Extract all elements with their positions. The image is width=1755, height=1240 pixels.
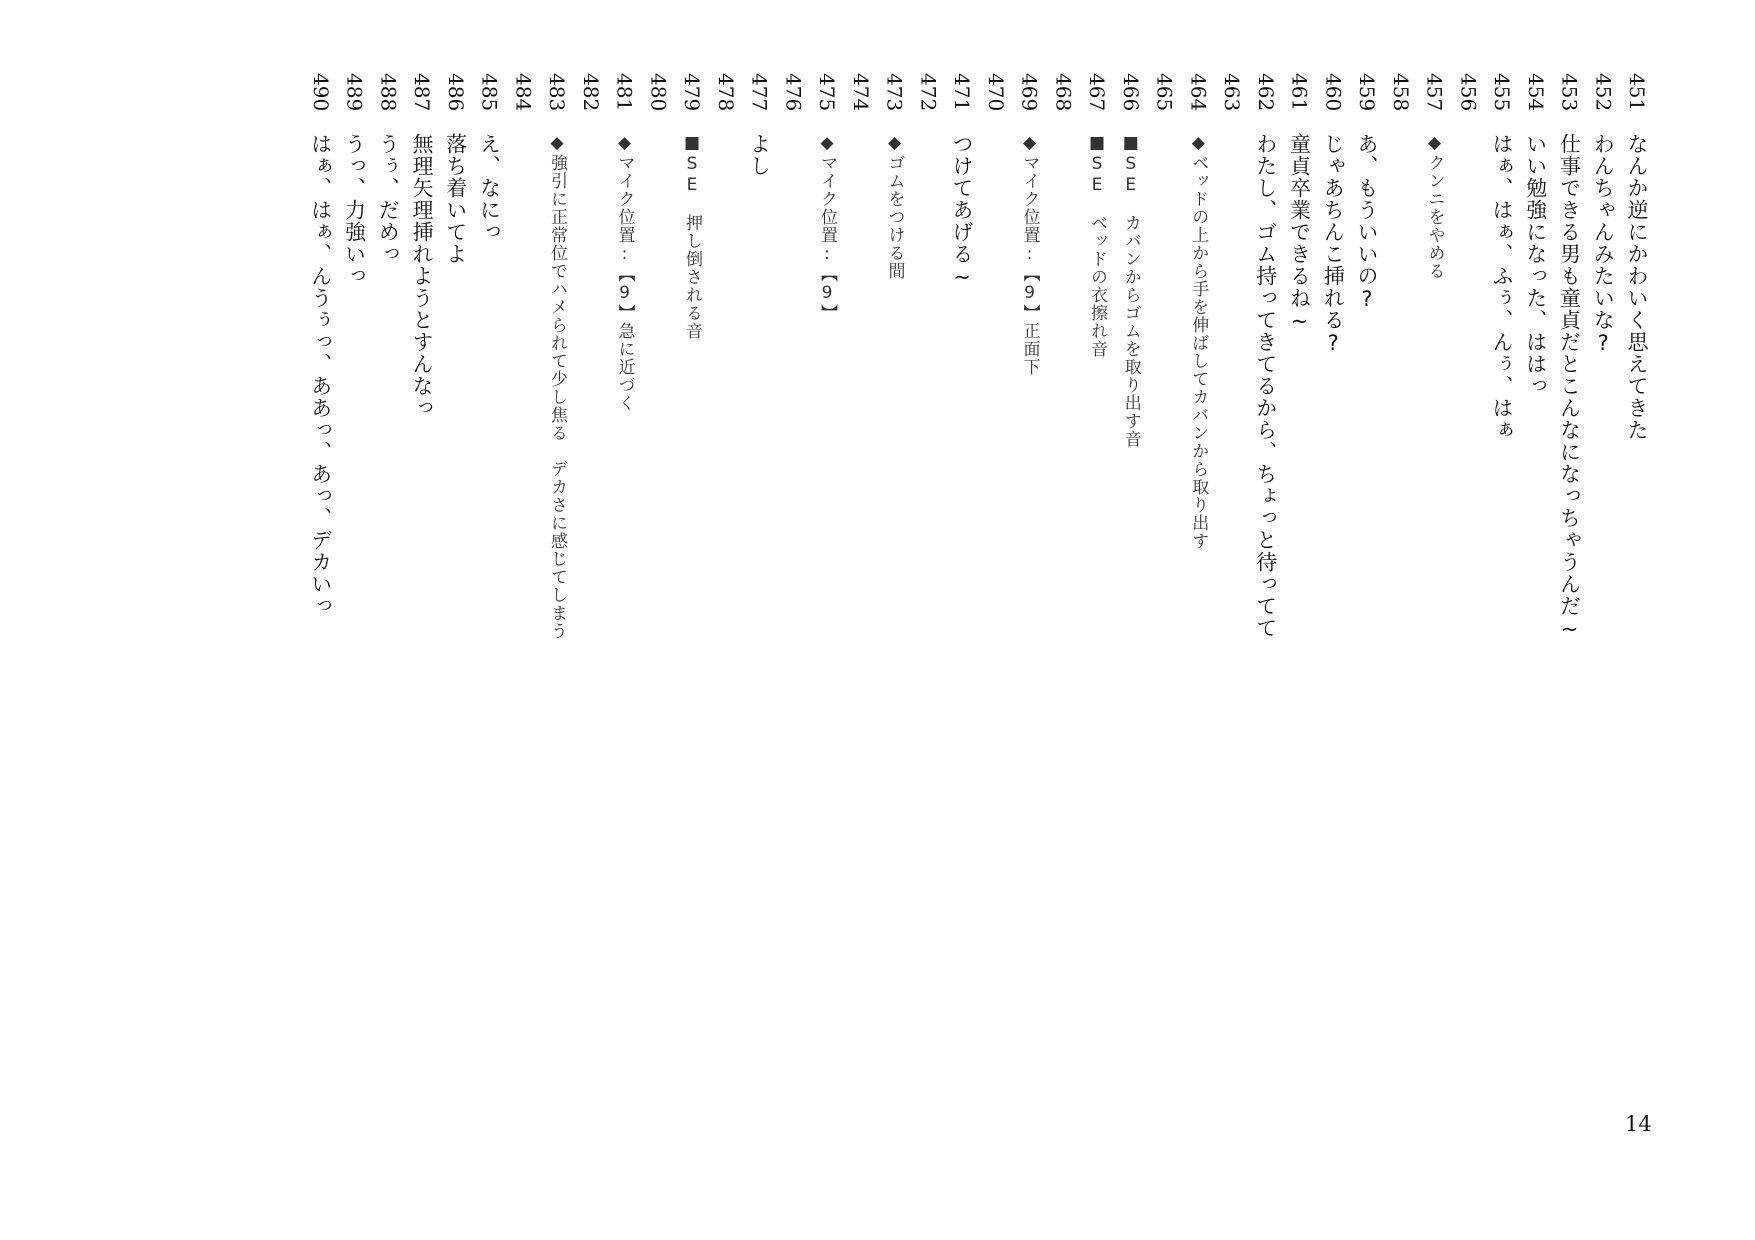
line-number: 490 <box>308 73 333 112</box>
stage-direction-text: ◆マイク位置:【9】 <box>817 133 837 322</box>
script-line <box>810 73 844 322</box>
line-number: 472 <box>916 73 941 112</box>
script-line <box>1283 73 1317 334</box>
script-line <box>1586 73 1620 356</box>
script-line <box>945 73 979 290</box>
script-line <box>1418 73 1452 280</box>
script-line <box>540 73 574 640</box>
dialogue-text: はぁ、はぁ、ふぅ、んぅ、はぁ <box>1490 133 1514 441</box>
script-line <box>743 73 777 177</box>
line-number: 452 <box>1591 73 1616 112</box>
script-line <box>304 73 338 617</box>
script-line <box>1384 73 1418 133</box>
line-number: 456 <box>1456 73 1481 112</box>
script-line <box>1148 73 1182 133</box>
dialogue-text: あ、もういいの? <box>1355 133 1379 312</box>
script-line <box>1080 73 1114 358</box>
script-line <box>405 73 439 419</box>
line-number: 465 <box>1152 73 1177 112</box>
line-number: 484 <box>511 73 536 112</box>
script-line <box>1215 73 1249 133</box>
stage-direction-text: ■SE ベッドの衣擦れ音 <box>1087 133 1107 358</box>
line-number: 468 <box>1051 73 1076 112</box>
script-line <box>506 73 540 133</box>
line-number: 474 <box>848 73 873 112</box>
dialogue-text: 無理矢理挿れようとすんなっ <box>410 133 434 419</box>
script-line <box>439 73 473 265</box>
script-line <box>473 73 507 243</box>
line-number: 457 <box>1422 73 1447 112</box>
stage-direction-text: ◆マイク位置:【9】正面下 <box>1019 133 1040 376</box>
line-number: 486 <box>443 73 468 112</box>
line-number: 460 <box>1321 73 1346 112</box>
stage-direction-text: ◆ベッドの上から手を伸ばしてカバンから取り出す <box>1188 133 1209 550</box>
script-line <box>979 73 1013 133</box>
script-line <box>371 73 405 265</box>
script-line <box>844 73 878 133</box>
script-line <box>1350 73 1384 312</box>
line-number: 467 <box>1085 73 1109 112</box>
line-number: 461 <box>1287 73 1312 112</box>
script-line <box>608 73 642 412</box>
script-line <box>1114 73 1148 448</box>
line-number: 462 <box>1253 73 1278 112</box>
dialogue-text: 仕事できる男も童貞だとこんなになっちゃうんだ~ <box>1557 133 1582 642</box>
script-line <box>1553 73 1587 642</box>
line-number: 455 <box>1490 73 1514 112</box>
dialogue-text: じゃあちんこ挿れる? <box>1321 133 1346 356</box>
dialogue-text: うぅ、だめっ <box>376 133 401 265</box>
stage-direction-text: ◆クンニをやめる <box>1424 133 1445 280</box>
script-line <box>878 73 912 280</box>
stage-direction-text: ◆マイク位置:【9】急に近づく <box>614 133 635 412</box>
line-number: 487 <box>410 73 434 112</box>
line-number: 478 <box>713 73 738 112</box>
line-number: 483 <box>545 73 569 112</box>
line-number: 470 <box>983 73 1008 112</box>
line-number: 485 <box>477 73 502 112</box>
script-line <box>709 73 743 133</box>
script-line <box>1519 73 1553 397</box>
line-number: 480 <box>646 73 671 112</box>
line-number: 481 <box>612 73 637 112</box>
line-number: 477 <box>747 73 772 112</box>
line-number: 451 <box>1625 73 1649 112</box>
dialogue-text: え、なにっ <box>477 133 502 243</box>
stage-direction-text: ◆強引に正常位でハメられて少し焦る デカさに感じてしまう <box>547 133 567 640</box>
script-line <box>911 73 945 133</box>
script-line <box>338 73 372 287</box>
page-number: 14 <box>1625 1112 1652 1136</box>
dialogue-text: わんちゃんみたいな? <box>1591 133 1616 356</box>
line-number: 482 <box>578 73 603 112</box>
line-number: 489 <box>342 73 367 112</box>
line-number: 459 <box>1355 73 1379 112</box>
line-number: 475 <box>815 73 839 112</box>
line-number: 466 <box>1118 73 1143 112</box>
stage-direction-text: ■SE 押し倒される音 <box>682 133 702 340</box>
line-number: 473 <box>882 73 907 112</box>
script-line <box>776 73 810 133</box>
script-line <box>641 73 675 133</box>
line-number: 454 <box>1523 73 1548 112</box>
script-line <box>1316 73 1350 356</box>
line-number: 471 <box>950 73 974 112</box>
script-line <box>1485 73 1519 441</box>
dialogue-text: わたし、ゴム持ってきてるから、ちょっと待ってて <box>1253 133 1278 639</box>
script-line <box>574 73 608 133</box>
line-number: 488 <box>376 73 401 112</box>
script-line <box>1451 73 1485 133</box>
line-number: 453 <box>1557 73 1582 112</box>
stage-direction-text: ■SE カバンからゴムを取り出す音 <box>1120 133 1141 448</box>
dialogue-text: はぁ、はぁ、んうぅっ、ああっ、あっ、デカいっ <box>308 133 333 617</box>
script-line <box>1013 73 1047 376</box>
stage-direction-text: ◆ゴムをつける間 <box>884 133 905 280</box>
line-number: 463 <box>1220 73 1244 112</box>
script-line <box>1046 73 1080 133</box>
dialogue-text: なんか逆にかわいく思えてきた <box>1625 133 1649 441</box>
line-number: 479 <box>680 73 704 112</box>
dialogue-text: うっ、力強いっ <box>342 133 367 287</box>
line-number: 464 <box>1186 73 1211 112</box>
dialogue-text: 落ち着いてよ <box>443 133 468 265</box>
dialogue-text: 童貞卒業できるね~ <box>1287 133 1312 334</box>
line-number: 476 <box>781 73 806 112</box>
dialogue-text: よし <box>747 133 772 177</box>
script-line <box>1181 73 1215 550</box>
dialogue-text: いい勉強になった、ははっ <box>1523 133 1548 397</box>
dialogue-text: つけてあげる~ <box>950 133 974 290</box>
script-line <box>1620 73 1654 441</box>
script-line <box>675 73 709 340</box>
script-line <box>1249 73 1283 639</box>
line-number: 458 <box>1388 73 1413 112</box>
line-number: 469 <box>1017 73 1042 112</box>
